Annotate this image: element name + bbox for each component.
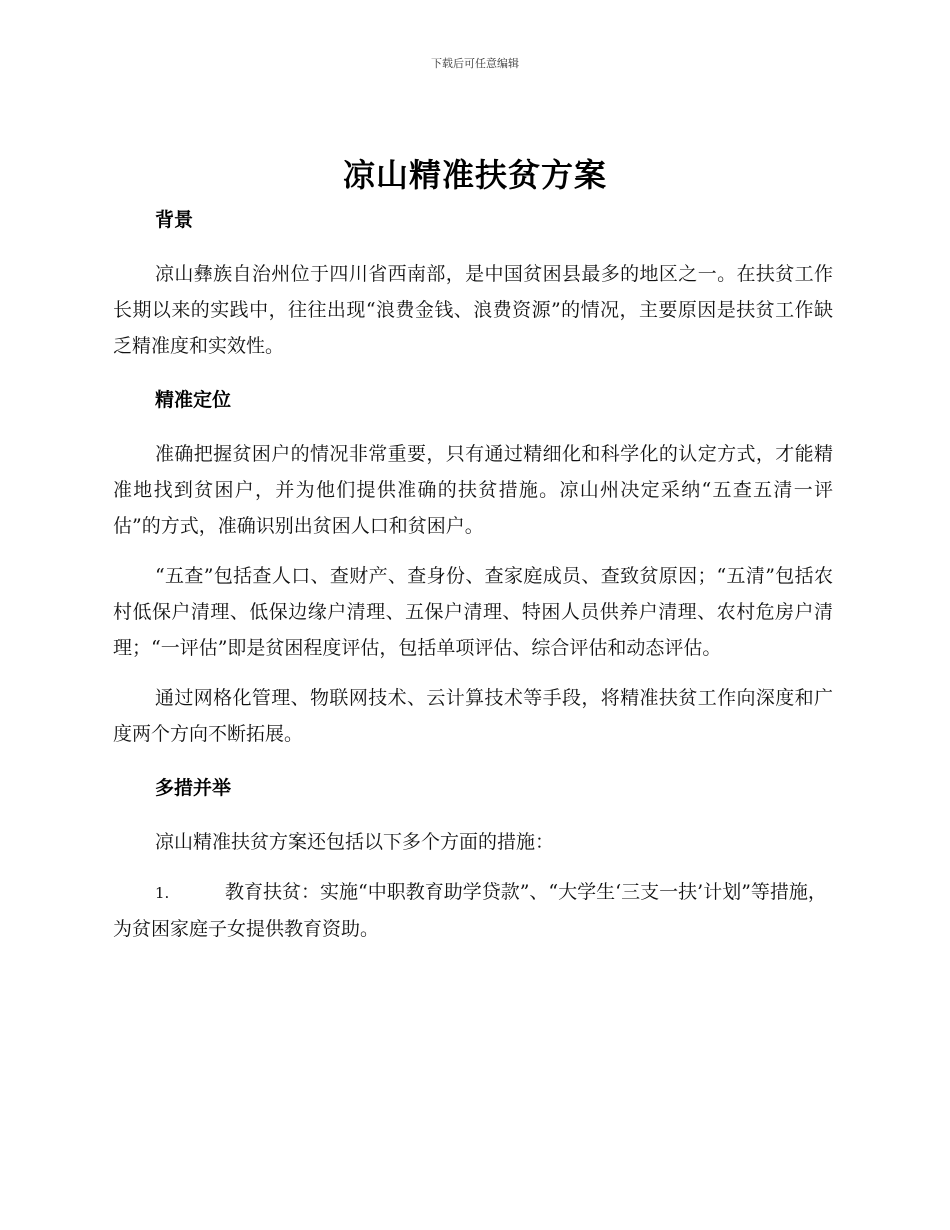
header-note: 下载后可任意编辑 — [431, 57, 519, 70]
list-item-text: 教育扶贫：实施“中职教育助学贷款”、“大学生‘三支一扶’计划”等措施，为贫困家庭子女提供教育资助。 — [113, 881, 827, 940]
document-body — [113, 202, 833, 947]
paragraph: 准确把握贫困户的情况非常重要，只有通过精细化和科学化的认定方式，才能精准地找到贫困户，并为他们提供准确的扶贫措施。凉山州决定采纳“五查五清一评估”的方式，准确识别出贫困人口和贫困户。 — [113, 443, 833, 537]
paragraph: 凉山精准扶贫方案还包括以下多个方面的措施： — [155, 831, 555, 853]
list-item — [113, 874, 833, 947]
list-item-number: 1. — [155, 884, 170, 902]
section-heading-targeting: 精准定位 — [155, 389, 232, 411]
section-heading-measures: 多措并举 — [155, 777, 232, 799]
paragraph: 通过网格化管理、物联网技术、云计算技术等手段，将精准扶贫工作向深度和广度两个方向不断拓展。 — [113, 687, 833, 745]
paragraph: 凉山彝族自治州位于四川省西南部，是中国贫困县最多的地区之一。在扶贫工作长期以来的实践中，往往出现“浪费金钱、浪费资源”的情况，主要原因是扶贫工作缺乏精准度和实效性。 — [113, 263, 833, 357]
document-title: 凉山精准扶贫方案 — [342, 156, 607, 194]
paragraph: “五查”包括查人口、查财产、查身份、查家庭成员、查致贫原因；“五清”包括农村低保户清理、低保边缘户清理、五保户清理、特困人员供养户清理、农村危房户清理；“一评估”即是贫困程度评估，包括单项评估、综合评估和动态评估。 — [113, 565, 833, 659]
section-heading-background: 背景 — [155, 209, 194, 231]
